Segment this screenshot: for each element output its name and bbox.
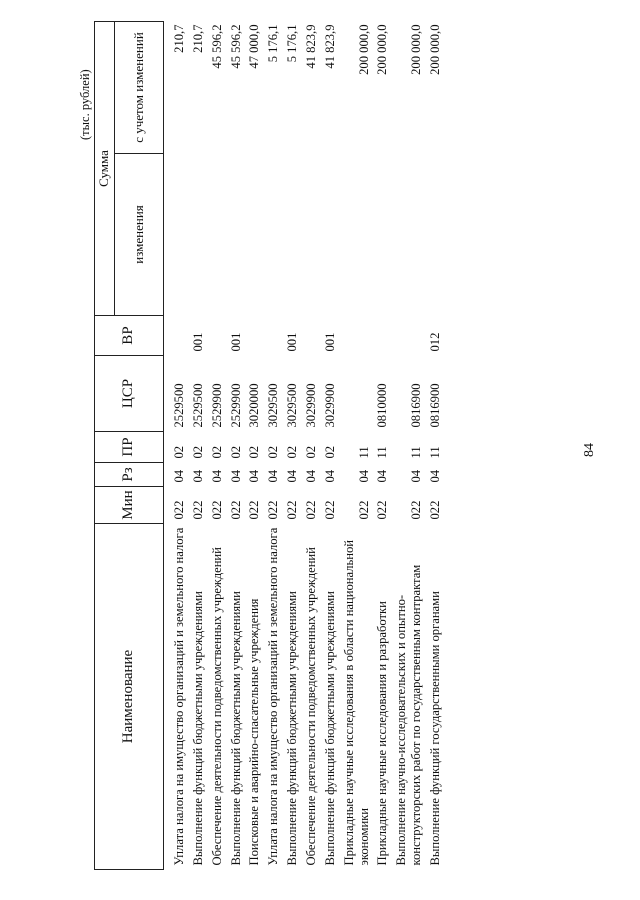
cell-name: Выполнение функций бюджетными учреждениями [228,591,243,866]
header-rz: Рз [95,463,164,487]
header-with-changes: с учетом изменений [114,22,163,154]
cell-name: Обеспечение деятельности подведомственных учреждений [304,547,319,866]
table-row [392,22,426,870]
header-name: Наименование [95,524,164,870]
cell-name: Обеспечение деятельности подведомственных учреждений [209,547,224,866]
cell-min: 022 [172,500,186,520]
cell-vr: 012 [428,332,443,352]
cell-csr: 0816900 [428,383,443,428]
cell-changes [373,154,392,316]
cell-rz: 04 [375,469,390,483]
cell-csr: 2529500 [172,383,186,428]
cell-csr: 0810000 [375,383,390,428]
cell-pr: 02 [190,445,205,459]
header-pr: ПР [95,432,164,463]
cell-vr: 001 [190,332,205,352]
cell-rz: 04 [266,469,281,483]
cell-total: 41 823,9 [304,24,319,69]
cell-changes [392,154,426,316]
table-row [227,22,246,870]
cell-csr [340,356,374,432]
cell-vr: 001 [228,332,243,352]
cell-name: Уплата налога на имущество организаций и земельного налога [172,527,186,866]
cell-vr: 001 [322,332,337,352]
header-csr: ЦСР [95,356,164,432]
cell-min: 022 [304,500,319,520]
units-note: (тыс. рублей) [78,69,92,140]
cell-min: 022 [228,500,243,520]
cell-csr: 3029500 [285,383,300,428]
cell-pr: 02 [247,445,262,459]
cell-pr: 02 [172,445,186,459]
cell-name: Выполнение функций бюджетными учреждениями [322,591,337,866]
cell-total: 47 000,0 [247,24,262,69]
cell-min: 022 [209,500,224,520]
cell-total: 45 596,2 [209,24,224,69]
header-min: Мин [95,487,164,524]
cell-name: Поисковые и аварийно-спасательные учреждения [247,598,262,866]
cell-min: 022 [266,500,281,520]
cell-changes [340,154,374,316]
cell-changes [283,154,302,316]
cell-pr: 02 [322,445,337,459]
cell-total: 200 000,0 [428,24,443,75]
cell-pr: 02 [304,445,319,459]
cell-rz: 04 [247,469,262,483]
table-row [426,22,445,870]
cell-name: Прикладные научные исследования и разработки [375,601,390,866]
cell-vr [208,316,227,356]
cell-vr [340,316,374,356]
cell-rz: 04 [209,469,224,483]
cell-rz: 04 [304,469,319,483]
cell-csr: 3029900 [304,383,319,428]
budget-table [94,21,445,870]
cell-changes [189,154,208,316]
cell-pr: 02 [285,445,300,459]
cell-vr [264,316,283,356]
cell-csr: 2529500 [190,383,205,428]
cell-rz: 04 [322,469,337,483]
table-body [164,22,445,870]
cell-vr [170,316,189,356]
cell-min: 022 [285,500,300,520]
cell-csr: 3020000 [247,383,262,428]
cell-min: 022 [409,500,424,520]
cell-rz: 04 [228,469,243,483]
table-row [245,22,264,870]
cell-min: 022 [375,500,390,520]
header-summa: Сумма [95,22,115,316]
cell-csr: 3029500 [266,383,281,428]
cell-pr: 02 [209,445,224,459]
cell-pr: 02 [266,445,281,459]
cell-total: 200 000,0 [409,24,424,75]
cell-vr [392,316,426,356]
cell-name: Прикладные научные исследования в области национальной экономики [341,539,371,866]
cell-total: 210,7 [190,24,205,53]
cell-total: 45 596,2 [228,24,243,69]
cell-vr [245,316,264,356]
cell-changes [245,154,264,316]
table-row [373,22,392,870]
cell-rz: 04 [409,469,424,483]
table-row [302,22,321,870]
table-row [264,22,283,870]
cell-csr: 3029900 [322,383,337,428]
cell-name: Выполнение функций бюджетными учреждениями [190,591,205,866]
cell-total: 41 823,9 [322,24,337,69]
cell-rz: 04 [190,469,205,483]
cell-total: 200 000,0 [356,24,371,75]
cell-pr: 11 [428,446,443,459]
header-vr: ВР [95,316,164,356]
cell-vr: 001 [285,332,300,352]
cell-pr: 02 [228,445,243,459]
cell-total: 210,7 [172,24,186,53]
cell-total: 5 176,1 [266,24,281,63]
table-row [189,22,208,870]
table-row [340,22,374,870]
cell-min: 022 [322,500,337,520]
cell-min: 022 [190,500,205,520]
cell-pr: 11 [375,446,390,459]
cell-changes [170,154,189,316]
cell-name: Уплата налога на имущество организаций и земельного налога [266,527,281,866]
table-row [170,22,189,870]
cell-csr: 0816900 [409,383,424,428]
cell-changes [208,154,227,316]
cell-rz: 04 [285,469,300,483]
cell-name: Выполнение научно-исследовательских и опытно-конструкторских работ по государственным контрактам [394,564,424,866]
page-number: 84 [582,443,597,457]
cell-csr: 2529900 [209,383,224,428]
cell-rz: 04 [356,469,371,483]
cell-changes [227,154,246,316]
cell-changes [321,154,340,316]
cell-pr: 11 [409,446,424,459]
cell-vr [302,316,321,356]
cell-vr [373,316,392,356]
cell-changes [302,154,321,316]
cell-min: 022 [247,500,262,520]
table-row [208,22,227,870]
cell-name: Выполнение функций государственными органами [428,591,443,866]
cell-changes [426,154,445,316]
cell-pr: 11 [356,446,371,459]
cell-total: 200 000,0 [375,24,390,75]
cell-total: 5 176,1 [285,24,300,63]
header-changes: изменения [114,154,163,316]
table-row [283,22,302,870]
cell-rz: 04 [172,469,186,483]
cell-csr: 2529900 [228,383,243,428]
table-row [321,22,340,870]
cell-min: 022 [356,500,371,520]
cell-rz: 04 [428,469,443,483]
cell-name: Выполнение функций бюджетными учреждениями [285,591,300,866]
cell-min: 022 [428,500,443,520]
cell-changes [264,154,283,316]
